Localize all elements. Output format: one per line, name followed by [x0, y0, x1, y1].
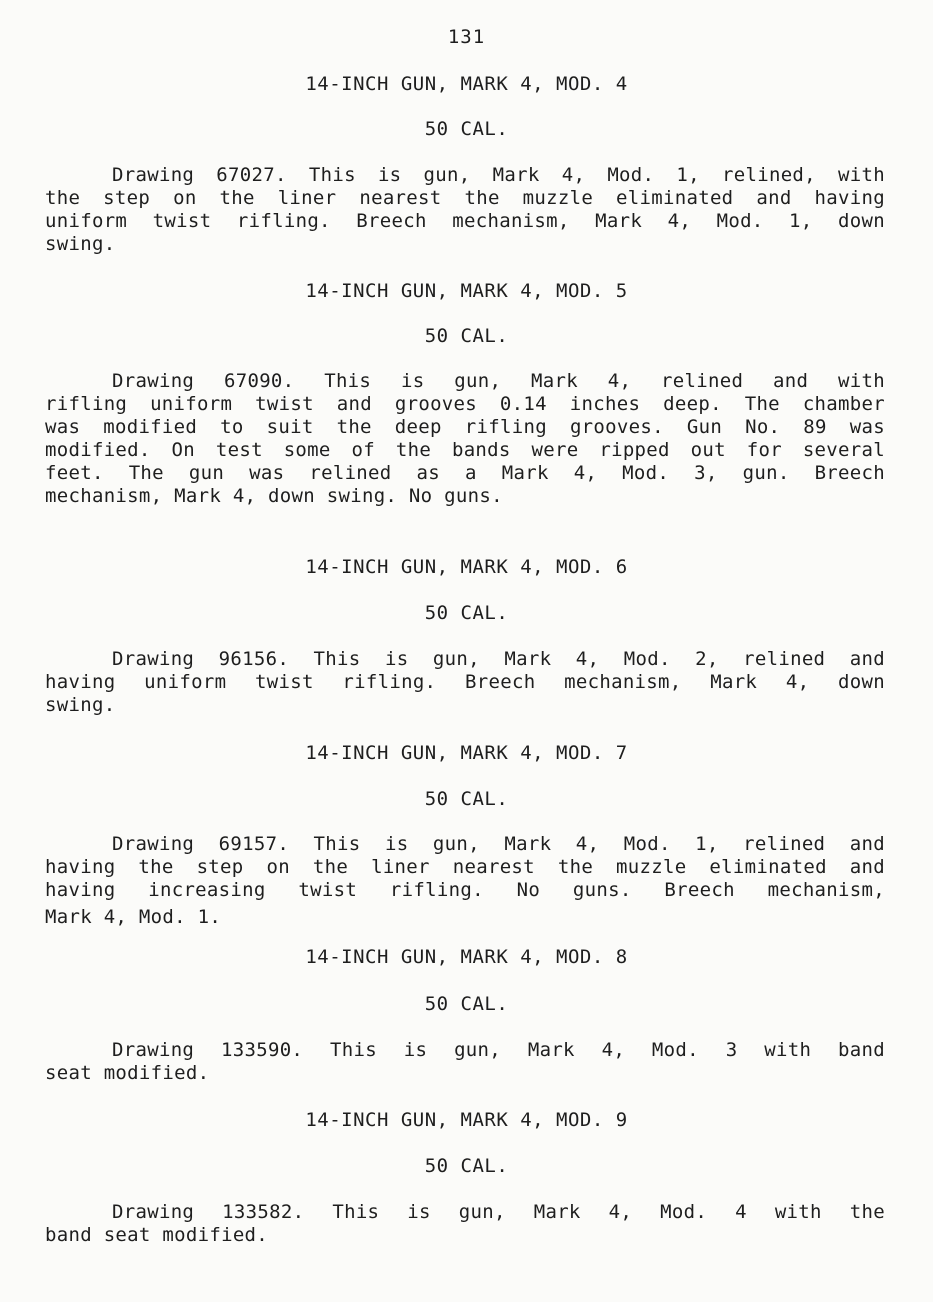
paragraph-line: the step on the liner nearest the muzzle eliminated and having [45, 187, 885, 209]
section-paragraph [45, 648, 885, 717]
section-heading: 14-INCH GUN, MARK 4, MOD. 5 [305, 280, 628, 302]
paragraph-line: modified. On test some of the bands were ripped out for several [45, 439, 885, 461]
section-heading: 14-INCH GUN, MARK 4, MOD. 4 [305, 73, 628, 95]
paragraph-line: Drawing 67090. This is gun, Mark 4, relined and with [112, 370, 885, 392]
paragraph-line: band seat modified. [45, 1224, 269, 1246]
section-caliber: 50 CAL. [424, 325, 509, 347]
paragraph-line: was modified to suit the deep rifling grooves. Gun No. 89 was [45, 416, 885, 438]
paragraph-line: Drawing 133590. This is gun, Mark 4, Mod. 3 with band [112, 1039, 885, 1061]
paragraph-line: feet. The gun was relined as a Mark 4, Mod. 3, gun. Breech [45, 462, 885, 484]
paragraph-line: uniform twist rifling. Breech mechanism, Mark 4, Mod. 1, down [45, 210, 885, 232]
paragraph-line: Drawing 96156. This is gun, Mark 4, Mod. 2, relined and [112, 648, 885, 670]
section-heading: 14-INCH GUN, MARK 4, MOD. 9 [305, 1109, 628, 1131]
paragraph-line: Drawing 69157. This is gun, Mark 4, Mod. 1, relined and [112, 833, 885, 855]
section-caliber: 50 CAL. [424, 788, 509, 810]
section-paragraph [45, 1039, 885, 1085]
paragraph-line: Drawing 67027. This is gun, Mark 4, Mod. 1, relined, with [112, 164, 885, 186]
paragraph-line: Drawing 133582. This is gun, Mark 4, Mod. 4 with the [112, 1201, 885, 1223]
section-caliber: 50 CAL. [424, 993, 509, 1015]
paragraph-line: rifling uniform twist and grooves 0.14 inches deep. The chamber [45, 393, 885, 415]
section-heading: 14-INCH GUN, MARK 4, MOD. 7 [305, 742, 628, 764]
paragraph-line: having increasing twist rifling. No guns. Breech mechanism, [45, 879, 885, 901]
section-paragraph [45, 370, 885, 508]
section-heading: 14-INCH GUN, MARK 4, MOD. 8 [305, 946, 628, 968]
paragraph-line: swing. [45, 694, 116, 716]
section-paragraph [45, 164, 885, 256]
section-paragraph [45, 1201, 885, 1247]
paragraph-line: seat modified. [45, 1062, 210, 1084]
paragraph-line: having the step on the liner nearest the muzzle eliminated and [45, 856, 885, 878]
page-number: 131 [447, 26, 486, 48]
section-heading: 14-INCH GUN, MARK 4, MOD. 6 [305, 556, 628, 578]
section-caliber: 50 CAL. [424, 1155, 509, 1177]
paragraph-line: having uniform twist rifling. Breech mechanism, Mark 4, down [45, 671, 885, 693]
section-caliber: 50 CAL. [424, 118, 509, 140]
section-paragraph [45, 833, 885, 929]
paragraph-line: swing. [45, 233, 116, 255]
paragraph-line: Mark 4, Mod. 1. [45, 906, 222, 928]
section-caliber: 50 CAL. [424, 602, 509, 624]
paragraph-line: mechanism, Mark 4, down swing. No guns. [45, 485, 503, 507]
